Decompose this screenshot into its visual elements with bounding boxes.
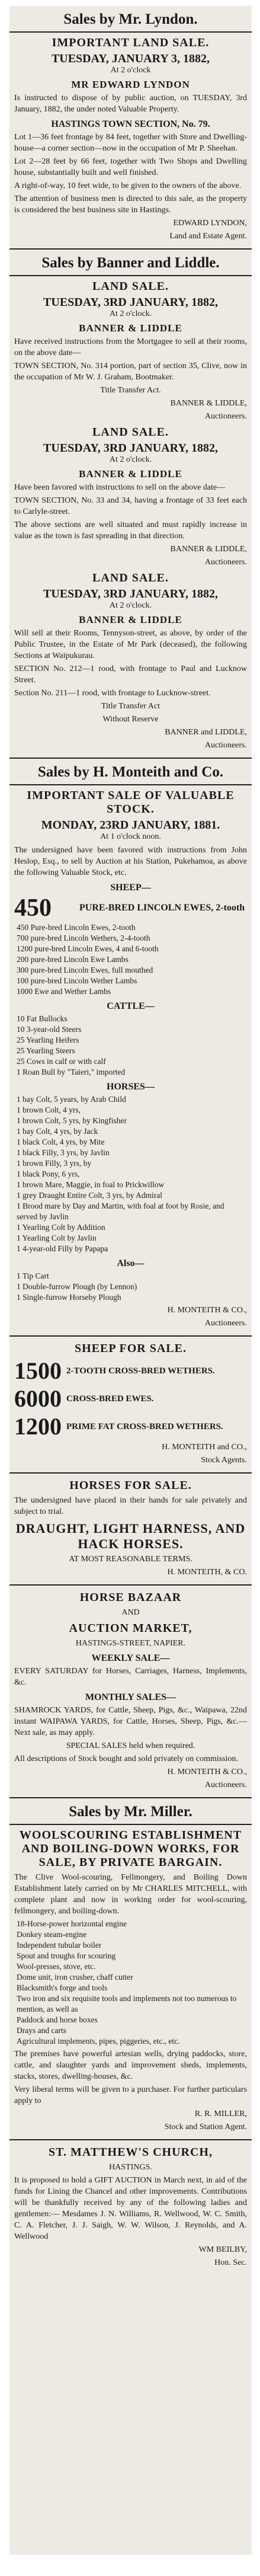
monteith-also-heading: Also— xyxy=(117,1258,145,1268)
implement-list-item: 1 Single-furrow Horseby Plough xyxy=(17,1293,121,1302)
plant-list-item: Drays and carts xyxy=(17,2026,66,2035)
lyndon-lot1: Lot 1—36 feet frontage by 84 feet, together with Store and Dwelling-house—a corner section—now in the occupation of Mr P. Sheehan. xyxy=(14,133,247,153)
monteith-ad xyxy=(9,759,252,1337)
banner-title-2: LAND SALE. xyxy=(92,426,169,439)
banner-sig-1: BANNER & LIDDLE, xyxy=(170,399,247,408)
horse-list-item: 1 Brood mare by Day and Martin, with foal at foot by Rosie, and served by Javlin xyxy=(17,1201,224,1221)
banner-text-1: Have received instructions from the Mortgagee to sell at their rooms, on the above date— xyxy=(14,337,247,357)
sheep-text-3: PRIME FAT CROSS-BRED WETHERS. xyxy=(66,1422,223,1431)
sheep-number-3: 1200 xyxy=(14,1413,62,1440)
sheep-row-2 xyxy=(14,1386,247,1412)
banner-title-3: LAND SALE. xyxy=(92,571,169,584)
miller-note-2: Very liberal terms will be given to a purchaser. For further particulars apply to xyxy=(14,2085,247,2105)
miller-sig-b: Stock and Station Agent. xyxy=(164,2123,247,2131)
horse-list-item: 1 black Pony, 6 yrs, xyxy=(17,1169,80,1178)
sheep-list-item: 200 pure-bred Lincoln Ewe Lambs xyxy=(17,955,129,964)
lyndon-signature: EDWARD LYNDON, xyxy=(173,219,247,228)
lyndon-date: TUESDAY, JANUARY 3, 1882, xyxy=(51,52,210,65)
monteith-header: Sales by H. Monteith and Co. xyxy=(9,760,252,785)
lyndon-signature-title: Land and Estate Agent. xyxy=(169,232,247,241)
horses-title: HORSES FOR SALE. xyxy=(69,1479,192,1492)
horse-list-item: 1 Yearling Colt by Addition xyxy=(17,1223,105,1232)
lyndon-title: IMPORTANT LAND SALE. xyxy=(52,36,210,49)
miller-sig: R. R. MILLER, xyxy=(194,2110,247,2118)
cattle-list-item: 25 Cows in calf or with calf xyxy=(17,1057,106,1066)
horse-list-item: 1 black Filly, 3 yrs, by Javlin xyxy=(17,1148,110,1157)
monteith-sig: H. MONTEITH & CO., xyxy=(167,1306,247,1315)
church-text: It is proposed to hold a GIFT AUCTION in March next, in aid of the funds for Lining the Chancel and other improvements. Contributions will be thankfully received by any of the following ladies and gentlemen:— Mesdames J. N. Williams, R. Wellwood, W. C. Smith, C. A. Fletcher, J. J. Saigh, W. W. Wilson, J. Reynolds, and A. Wellwood xyxy=(14,2176,247,2241)
banner-date-2: TUESDAY, 3RD JANUARY, 1882, xyxy=(43,442,218,455)
banner-sig-2b: Auctioneers. xyxy=(204,558,247,567)
church-place: HASTINGS. xyxy=(109,2163,152,2172)
monteith-intro: The undersigned have been favored with instructions from John Heslop, Esq., to sell by Auction at his Station, Pukehamoa, as above the following Valuable Stock, etc. xyxy=(14,846,247,877)
bazaar-sig: H. MONTEITH & CO., xyxy=(167,1768,247,1776)
banner-firm-2: BANNER & LIDDLE xyxy=(79,468,182,480)
sheep-list-item: 700 pure-bred Lincoln Wethers, 2-4-tooth xyxy=(17,934,150,942)
banner-sig-3b: Auctioneers. xyxy=(204,741,247,750)
implement-list-item: 1 Double-furrow Plough (by Lennon) xyxy=(17,1282,137,1291)
horse-list-item: 1 black Colt, 4 yrs, by Mite xyxy=(17,1137,105,1146)
plant-list-item: Independent tubular boiler xyxy=(17,1941,102,1949)
banner-lot-3b: Section No. 211—1 rood, with frontage to Lucknow-street. xyxy=(14,689,211,698)
lyndon-time: At 2 o'clock xyxy=(110,66,151,75)
bazaar-sig-b: Auctioneers. xyxy=(204,1781,247,1789)
sheep-number-2: 6000 xyxy=(14,1385,62,1412)
monteith-sig-b: Auctioneers. xyxy=(204,1319,247,1328)
horses-sub: AT MOST REASONABLE TERMS. xyxy=(69,1555,192,1564)
horse-list-item: 1 bay Colt, 5 years, by Arab Child xyxy=(17,1095,126,1104)
horse-list-item: 1 Yearling Colt by Javlin xyxy=(17,1233,97,1242)
weekly-heading: WEEKLY SALE— xyxy=(91,1653,170,1663)
monthly-heading: MONTHLY SALES— xyxy=(85,1692,176,1702)
horse-list-item: 1 grey Draught Entire Colt, 3 yrs, by Admiral xyxy=(17,1191,162,1200)
monteith-sheep-heading: SHEEP— xyxy=(110,883,151,893)
church-title: ST. MATTHEW'S CHURCH, xyxy=(49,2146,213,2159)
cattle-list-item: 1 Roan Bull by "Taieri," imported xyxy=(17,1068,126,1076)
banner-sig-3: BANNER and LIDDLE, xyxy=(165,728,247,737)
cattle-list-item: 25 Yearling Steers xyxy=(17,1046,75,1055)
horses-list xyxy=(14,1094,247,1254)
bazaar-ad xyxy=(9,1586,252,1798)
lyndon-right-of-way: A right-of-way, 10 feet wide, to be given to the owners of the above. xyxy=(14,181,242,190)
lyndon-header: Sales by Mr. Lyndon. xyxy=(9,8,252,33)
sheep-text-2: CROSS-BRED EWES. xyxy=(66,1394,154,1404)
banner-lot-2: TOWN SECTION, No. 33 and 34, having a frontage of 33 feet each to Carlyle-street. xyxy=(14,496,247,516)
monteith-feature-450 xyxy=(14,895,247,921)
sheep-text-1: 2-TOOTH CROSS-BRED WETHERS. xyxy=(66,1366,215,1376)
feature-text-450: PURE-BRED LINCOLN EWES, 2-tooth xyxy=(79,903,245,913)
horses-text: The undersigned have placed in their hands for sale privately and subject to trial. xyxy=(14,1496,247,1516)
monteith-horses-heading: HORSES— xyxy=(107,1082,155,1092)
plant-list-item: Dome unit, iron crusher, chaff cutter xyxy=(17,1973,133,1981)
horse-list-item: 1 brown Colt, 4 yrs, xyxy=(17,1105,81,1114)
cattle-list-item: 25 Yearling Heifers xyxy=(17,1035,79,1044)
sheep-list-item: 1200 pure-bred Lincoln Ewes, 4 and 6-tooth xyxy=(17,944,159,953)
sheep-sig-b: Stock Agents. xyxy=(201,1456,247,1465)
implement-list-item: 1 Tip Cart xyxy=(17,1271,49,1280)
banner-time-2: At 2 o'clock. xyxy=(109,455,152,464)
monteith-cattle-heading: CATTLE— xyxy=(107,1001,155,1011)
bazaar-line-4: HASTINGS-STREET, NAPIER. xyxy=(75,1639,186,1648)
banner-date-1: TUESDAY, 3RD JANUARY, 1882, xyxy=(43,296,218,309)
bazaar-line-1: HORSE BAZAAR xyxy=(79,1591,182,1604)
horse-list-item: 1 brown Mare, Maggie, in foal to Prickwillow xyxy=(17,1180,165,1189)
plant-list-item: Two iron and six requisite tools and implements not too numerous to mention, as well as xyxy=(17,1994,237,2014)
lyndon-auctioneer: MR EDWARD LYNDON xyxy=(71,79,190,90)
plant-list-item: Blacksmith's forge and tools xyxy=(17,1983,108,1992)
monteith-date: MONDAY, 23RD JANUARY, 1881. xyxy=(41,819,220,832)
horse-list-item: 1 4-year-old Filly by Papapa xyxy=(17,1244,108,1253)
banner-title-1: LAND SALE. xyxy=(92,280,169,293)
monthly-text: SHAMROCK YARDS, for Cattle, Sheep, Pigs, &c., Waipawa, 22nd instant WAIPAWA YARDS, for Cattle, Horses, Sheep, Pigs, &c.—Next sale, as may apply. xyxy=(14,1706,247,1737)
sheep-list-item: 100 pure-bred Lincoln Wether Lambs xyxy=(17,976,137,985)
banner-text-2: Have been favored with instructions to sell on the above date— xyxy=(14,483,226,492)
bazaar-line-3: AUCTION MARKET, xyxy=(69,1622,192,1635)
miller-text: The Clive Wool-scouring, Fellmongery, and Boiling Down Establishment lately carried on by Mr CHARLES MITCHELL, with complete plant and now in working order for wool-scouring, fellmongery, and boiling-down. xyxy=(14,1873,247,1916)
sheep-title: SHEEP FOR SALE. xyxy=(75,1342,187,1355)
miller-header: Sales by Mr. Miller. xyxy=(9,1800,252,1825)
horses-sale-ad xyxy=(9,1474,252,1586)
plant-list-item: 18-Horse-power horizontal engine xyxy=(17,1919,127,1928)
banner-sig-2: BANNER & LIDDLE, xyxy=(170,545,247,554)
bazaar-line-2: AND xyxy=(121,1608,140,1617)
cattle-list-item: 10 3-year-old Steers xyxy=(17,1025,82,1034)
cattle-list xyxy=(14,1014,247,1078)
weekly-text: EVERY SATURDAY for Horses, Carriages, Harness, Implements, &c. xyxy=(14,1667,247,1687)
plant-list-item: Wool-presses, stove, etc. xyxy=(17,1962,96,1971)
banner-note-2: The above sections are well situated and must rapidly increase in value as the town is fast spreading in that direction. xyxy=(14,520,247,541)
church-sig: WM BEILBY, xyxy=(198,2245,247,2254)
horses-sig: H. MONTEITH, & CO. xyxy=(167,1568,247,1577)
banner-tta-3: Title Transfer Act xyxy=(101,702,161,711)
horse-list-item: 1 bay Colt, 4 yrs, by Jack xyxy=(17,1127,98,1136)
plant-list-item: Spout and troughs for scouring xyxy=(17,1951,116,1960)
bazaar-desc: All descriptions of Stock bought and sold privately on commission. xyxy=(14,1754,238,1763)
miller-list xyxy=(14,1919,247,2047)
sheep-sig: H. MONTEITH and CO., xyxy=(162,1443,247,1452)
lyndon-intro: Is instructed to dispose of by public auction, on TUESDAY, 3rd January, 1882, the under noted Valuable Property. xyxy=(14,94,247,114)
also-list xyxy=(14,1271,247,1303)
banner-tta-1: Title Transfer Act. xyxy=(100,386,161,395)
sheep-row-1 xyxy=(14,1358,247,1384)
special-sales: SPECIAL SALES held when required. xyxy=(66,1741,195,1750)
miller-ad xyxy=(9,1798,252,2140)
sheep-list xyxy=(14,922,247,997)
lyndon-ad xyxy=(9,6,252,250)
horse-list-item: 1 brown Colt, 5 yrs, by Kingfisher xyxy=(17,1116,127,1125)
horse-list-item: 1 brown Filly, 3 yrs, by xyxy=(17,1159,92,1168)
banner-text-3: Will sell at their Rooms, Tennyson-street, as above, by order of the Public Trustee, in the Estate of Mr Park (deceased), the following Sections at Waipukurau. xyxy=(14,629,247,660)
banner-time-3: At 2 o'clock. xyxy=(109,601,152,610)
sheep-list-item: 300 pure-bred Lincoln Ewes, full mouthed xyxy=(17,966,153,974)
plant-list-item: Paddock and horse boxes xyxy=(17,2015,98,2024)
plant-list-item: Donkey steam-engine xyxy=(17,1930,87,1939)
monteith-time: At 1 o'clock noon. xyxy=(100,832,161,841)
sheep-sale-ad xyxy=(9,1337,252,1474)
banner-sig-1b: Auctioneers. xyxy=(204,412,247,421)
cattle-list-item: 10 Fat Bullocks xyxy=(17,1014,68,1023)
banner-time-1: At 2 o'clock. xyxy=(109,309,152,318)
monteith-title: IMPORTANT SALE OF VALUABLE STOCK. xyxy=(27,789,235,816)
sheep-row-3 xyxy=(14,1414,247,1440)
banner-firm-1: BANNER & LIDDLE xyxy=(79,322,182,334)
lyndon-lot2: Lot 2—28 feet by 66 feet, together with Two Shops and Dwelling house, substantially built and well finished. xyxy=(14,157,247,177)
banner-lot-3a: SECTION No. 212—1 rood, with frontage to Paul and Lucknow Street. xyxy=(14,664,247,685)
miller-note: The premises have powerful artesian wells, drying paddocks, store, cattle, and slaughter yards and improvement sheds, implements, stacks, stores, dwelling-houses, &c. xyxy=(14,2050,247,2081)
horses-big: DRAUGHT, LIGHT HARNESS, AND HACK HORSES. xyxy=(15,1521,246,1551)
lyndon-note: The attention of business men is directed to this sale, as the property is considered the best business site in Hastings. xyxy=(14,194,247,215)
banner-reserve-3: Without Reserve xyxy=(102,715,159,724)
banner-liddle-ad xyxy=(9,250,252,759)
banner-lot-1: TOWN SECTION, No. 314 portion, part of section 35, Clive, now in the occupation of Mr W. J. Graham, Bootmaker. xyxy=(14,362,247,382)
lyndon-section: HASTINGS TOWN SECTION, No. 79. xyxy=(51,119,210,129)
miller-title: WOOLSCOURING ESTABLISHMENT AND BOILING-DOWN WORKS, FOR SALE, BY PRIVATE BARGAIN. xyxy=(19,1829,242,1869)
feature-number-450: 450 xyxy=(14,894,52,922)
plant-list-item: Agricultural implements, pipes, piggeries, etc., etc. xyxy=(17,2037,180,2046)
banner-date-3: TUESDAY, 3RD JANUARY, 1882, xyxy=(43,587,218,600)
sheep-list-item: 1000 Ewe and Wether Lambs xyxy=(17,987,111,996)
sheep-number-1: 1500 xyxy=(14,1357,62,1384)
banner-firm-3: BANNER & LIDDLE xyxy=(79,614,182,625)
banner-header: Sales by Banner and Liddle. xyxy=(9,251,252,276)
church-ad xyxy=(9,2140,252,2275)
newspaper-column xyxy=(9,6,252,2555)
sheep-list-item: 450 Pure-bred Lincoln Ewes, 2-tooth xyxy=(17,923,136,932)
church-sig-b: Hon. Sec. xyxy=(214,2258,247,2267)
